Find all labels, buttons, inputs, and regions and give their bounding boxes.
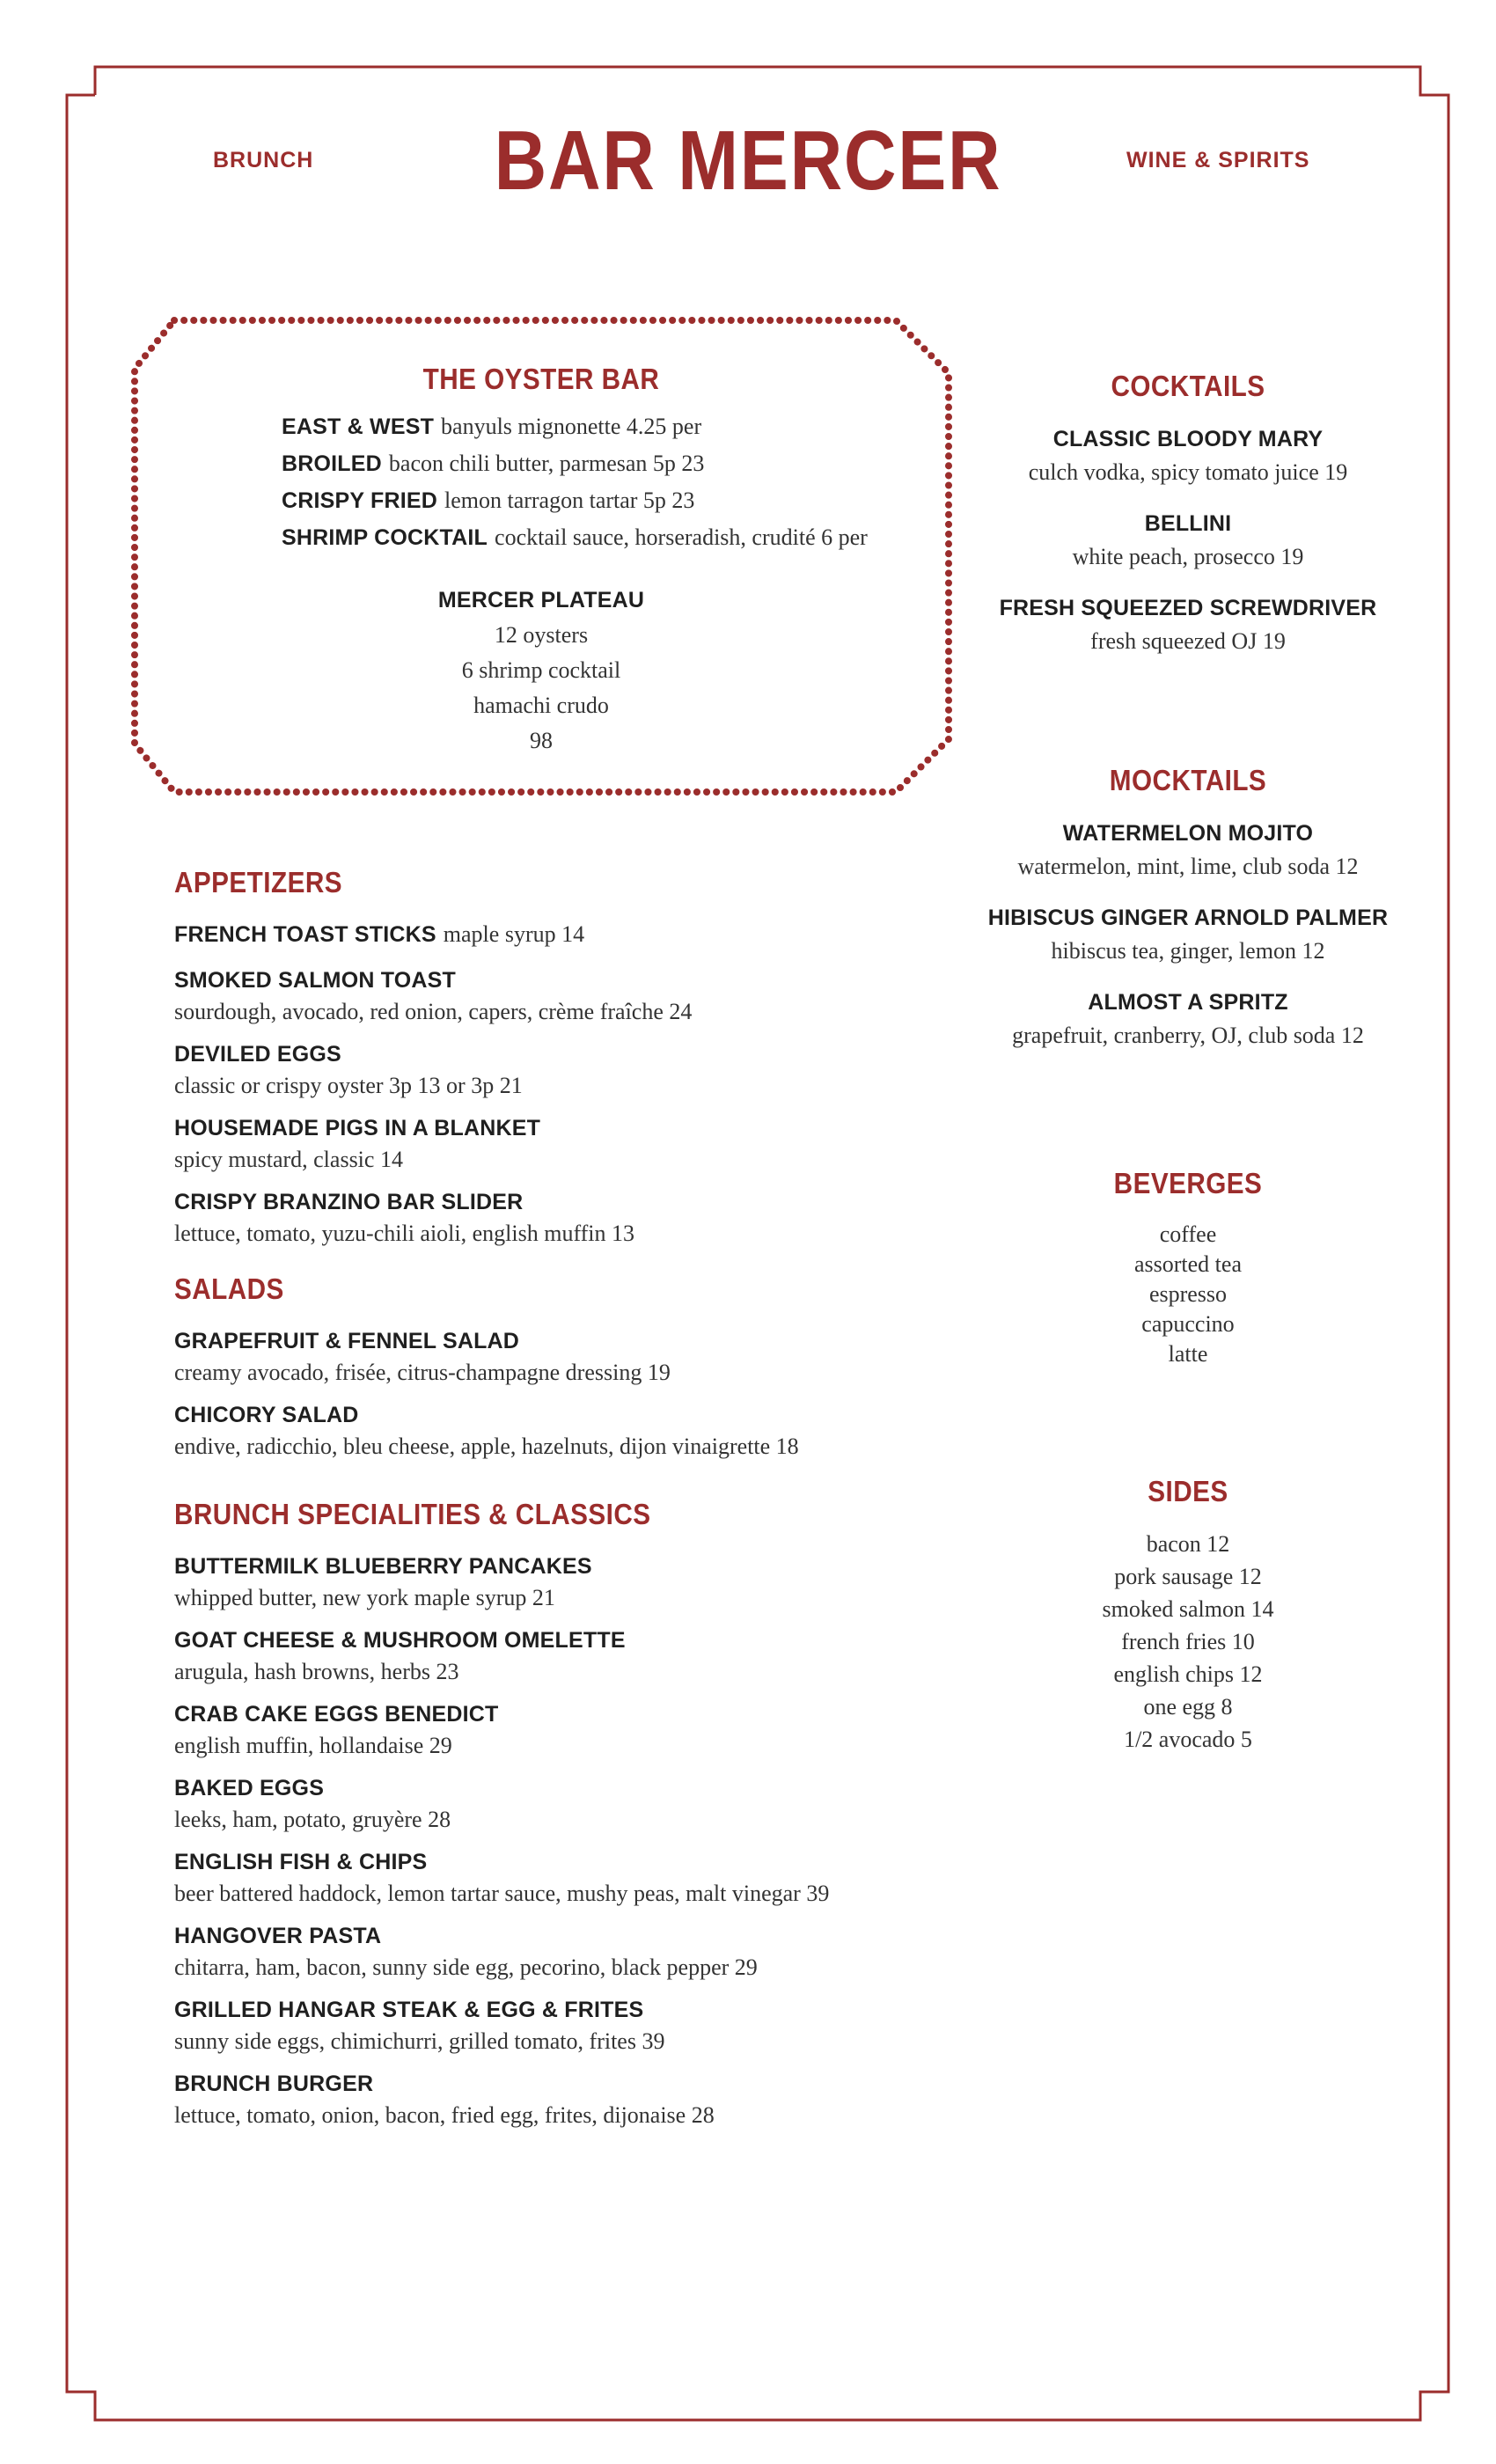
item-name: CRISPY FRIED xyxy=(282,488,437,513)
item-desc: banyuls mignonette 4.25 per xyxy=(441,414,702,439)
wine-spirits-link[interactable]: WINE & SPIRITS xyxy=(1126,148,1310,172)
menu-item xyxy=(174,1846,966,1910)
menu-item xyxy=(174,1551,966,1614)
item-name: ENGLISH FISH & CHIPS xyxy=(174,1850,428,1874)
appetizers-heading: APPETIZERS xyxy=(174,866,342,898)
list-item: pork sausage 12 xyxy=(1114,1564,1262,1589)
oyster-item xyxy=(282,484,868,521)
list-item: assorted tea xyxy=(1133,1251,1242,1277)
item-desc: classic or crispy oyster 3p 13 or 3p 21 xyxy=(174,1073,523,1098)
item-name: CHICORY SALAD xyxy=(174,1403,359,1427)
item-name: HANGOVER PASTA xyxy=(174,1924,382,1948)
item-name: HIBISCUS GINGER ARNOLD PALMER xyxy=(987,906,1389,930)
list-item: capuccino xyxy=(1141,1311,1235,1337)
mocktails-section xyxy=(959,764,1417,1052)
item-desc: lettuce, tomato, onion, bacon, fried egg, frites, dijonaise 28 xyxy=(174,2102,715,2128)
item-name: BELLINI xyxy=(1144,511,1232,536)
drink-item xyxy=(959,986,1417,1052)
drink-item xyxy=(959,507,1417,574)
page-title: BAR MERCER xyxy=(494,114,1002,208)
salads-section xyxy=(174,1272,966,1463)
item-desc: arugula, hash browns, herbs 23 xyxy=(174,1659,459,1684)
salads-heading: SALADS xyxy=(174,1272,284,1305)
item-desc: spicy mustard, classic 14 xyxy=(174,1147,403,1172)
item-name: CLASSIC BLOODY MARY xyxy=(1052,427,1324,451)
item-desc: sunny side eggs, chimichurri, grilled tomato, frites 39 xyxy=(174,2028,665,2054)
item-name: EAST & WEST xyxy=(282,414,435,439)
item-name: FRESH SQUEEZED SCREWDRIVER xyxy=(999,596,1377,620)
item-desc: chitarra, ham, bacon, sunny side egg, pecorino, black pepper 29 xyxy=(174,1954,758,1980)
item-desc: bacon chili butter, parmesan 5p 23 xyxy=(388,451,705,476)
plateau-line: 6 shrimp cocktail xyxy=(461,657,621,683)
item-name: GRILLED HANGAR STEAK & EGG & FRITES xyxy=(174,1998,644,2022)
left-column xyxy=(174,866,966,2154)
cocktails-section xyxy=(959,370,1417,658)
menu-item xyxy=(174,1112,966,1176)
item-name: DEVILED EGGS xyxy=(174,1042,341,1067)
item-desc: culch vodka, spicy tomato juice 19 xyxy=(1028,459,1348,485)
item-desc: endive, radicchio, bleu cheese, apple, hazelnuts, dijon vinaigrette 18 xyxy=(174,1434,799,1459)
menu-item xyxy=(174,2068,966,2131)
item-desc: english muffin, hollandaise 29 xyxy=(174,1733,452,1758)
oyster-item xyxy=(282,447,868,484)
menu-item xyxy=(174,1772,966,1836)
item-desc: lettuce, tomato, yuzu-chili aioli, english muffin 13 xyxy=(174,1221,635,1246)
list-item: english chips 12 xyxy=(1113,1661,1263,1687)
list-item: coffee xyxy=(1159,1221,1217,1247)
right-column xyxy=(959,370,1417,1756)
list-item: smoked salmon 14 xyxy=(1102,1596,1274,1622)
oyster-item xyxy=(282,521,868,558)
list-item: 1/2 avocado 5 xyxy=(1124,1727,1252,1752)
item-desc: whipped butter, new york maple syrup 21 xyxy=(174,1585,555,1610)
brunch-link[interactable]: BRUNCH xyxy=(213,148,314,172)
oyster-item xyxy=(282,410,868,447)
menu-item xyxy=(174,1186,966,1250)
list-item: french fries 10 xyxy=(1121,1629,1255,1654)
menu-item xyxy=(174,919,966,954)
item-name: WATERMELON MOJITO xyxy=(1062,821,1314,846)
plateau-name: MERCER PLATEAU xyxy=(437,588,645,612)
mercer-plateau xyxy=(132,583,950,759)
list-item: espresso xyxy=(1148,1281,1228,1307)
plateau-price: 98 xyxy=(530,728,553,753)
item-name: SMOKED SALMON TOAST xyxy=(174,968,457,993)
drink-item xyxy=(959,901,1417,968)
menu-item xyxy=(174,1920,966,1984)
drink-item xyxy=(959,817,1417,884)
menu-item xyxy=(174,1399,966,1463)
beverges-section xyxy=(959,1167,1417,1369)
item-desc: sourdough, avocado, red onion, capers, crème fraîche 24 xyxy=(174,999,693,1024)
appetizers-section xyxy=(174,866,966,1250)
item-name: BROILED xyxy=(282,451,382,476)
item-desc: leeks, ham, potato, gruyère 28 xyxy=(174,1807,451,1832)
item-desc: hibiscus tea, ginger, lemon 12 xyxy=(1051,938,1325,964)
drink-item xyxy=(959,591,1417,658)
menu-item xyxy=(174,1038,966,1102)
menu-item xyxy=(174,964,966,1028)
item-desc: beer battered haddock, lemon tartar sauce, mushy peas, malt vinegar 39 xyxy=(174,1881,830,1906)
list-item: bacon 12 xyxy=(1146,1531,1230,1557)
item-desc: fresh squeezed OJ 19 xyxy=(1090,628,1286,654)
brunch-heading: BRUNCH SPECIALITIES & CLASSICS xyxy=(174,1498,651,1530)
item-name: FRENCH TOAST STICKS xyxy=(174,922,436,947)
item-desc: watermelon, mint, lime, club soda 12 xyxy=(1017,854,1359,879)
oyster-list xyxy=(282,410,868,558)
beverges-heading: BEVERGES xyxy=(1113,1167,1263,1199)
item-name: BAKED EGGS xyxy=(174,1776,325,1800)
item-name: BUTTERMILK BLUEBERRY PANCAKES xyxy=(174,1554,592,1579)
oyster-bar-section xyxy=(132,319,950,794)
menu-item xyxy=(174,1698,966,1762)
drink-item xyxy=(959,422,1417,489)
item-name: HOUSEMADE PIGS IN A BLANKET xyxy=(174,1116,541,1140)
plateau-line: 12 oysters xyxy=(494,622,589,648)
item-name: GOAT CHEESE & MUSHROOM OMELETTE xyxy=(174,1628,626,1653)
list-item: latte xyxy=(1168,1341,1208,1367)
sides-section xyxy=(959,1475,1417,1756)
list-item: one egg 8 xyxy=(1143,1694,1233,1720)
item-name: ALMOST A SPRITZ xyxy=(1088,990,1288,1015)
menu-item xyxy=(174,1624,966,1688)
plateau-line: hamachi crudo xyxy=(473,693,609,718)
cocktails-heading: COCKTAILS xyxy=(1111,370,1265,402)
item-desc: grapefruit, cranberry, OJ, club soda 12 xyxy=(1012,1023,1364,1048)
item-name: BRUNCH BURGER xyxy=(174,2072,374,2096)
menu-item xyxy=(174,1325,966,1389)
item-desc: cocktail sauce, horseradish, crudité 6 per xyxy=(495,524,868,550)
item-desc: creamy avocado, frisée, citrus-champagne dressing 19 xyxy=(174,1360,671,1385)
item-desc: maple syrup 14 xyxy=(443,921,585,947)
brunch-section xyxy=(174,1498,966,2131)
item-name: SHRIMP COCKTAIL xyxy=(282,525,488,550)
sides-heading: SIDES xyxy=(1148,1475,1228,1507)
item-name: CRISPY BRANZINO BAR SLIDER xyxy=(174,1190,524,1214)
menu-item xyxy=(174,1994,966,2057)
item-desc: lemon tarragon tartar 5p 23 xyxy=(444,488,695,513)
oyster-bar-heading: THE OYSTER BAR xyxy=(422,363,660,395)
item-name: CRAB CAKE EGGS BENEDICT xyxy=(174,1702,499,1727)
mocktails-heading: MOCKTAILS xyxy=(1109,764,1267,796)
item-name: GRAPEFRUIT & FENNEL SALAD xyxy=(174,1329,520,1353)
item-desc: white peach, prosecco 19 xyxy=(1072,544,1304,569)
